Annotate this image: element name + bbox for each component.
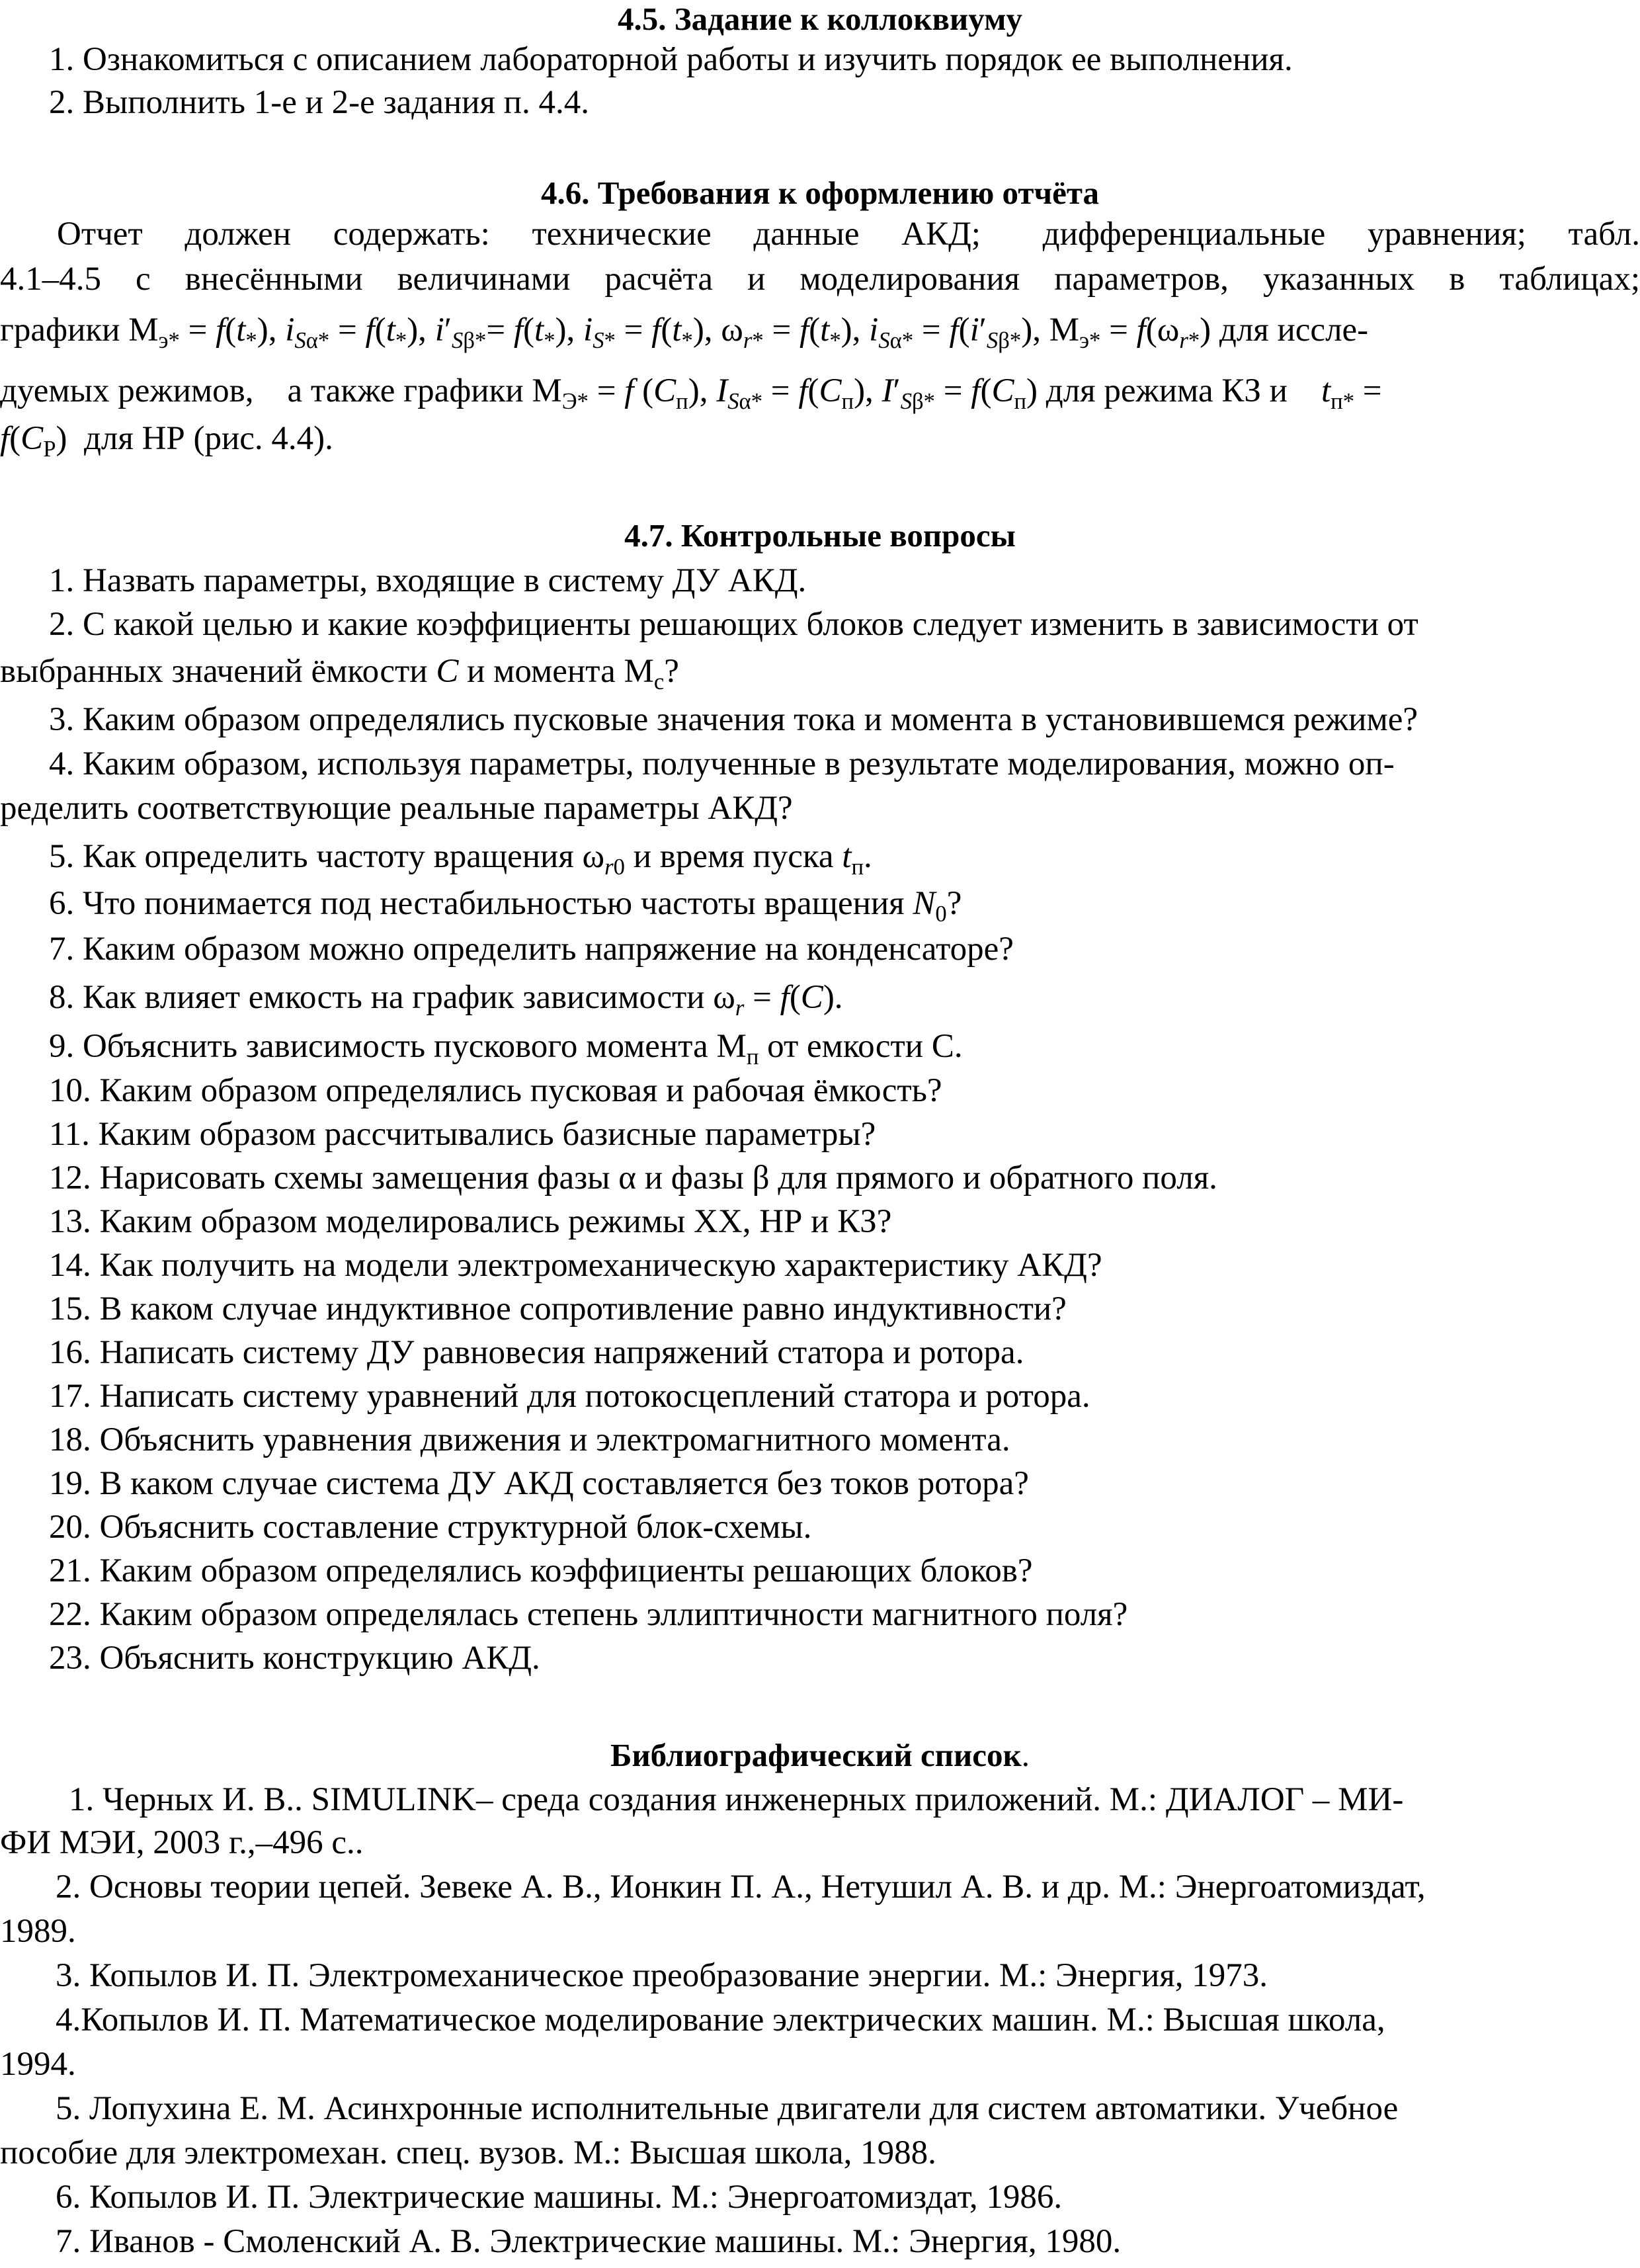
bib-line-8: 5. Лопухина Е. М. Асинхронные исполнительные двигатели для систем автоматики. Учебное — [56, 2090, 1399, 2127]
question-4: 4. Каким образом, используя параметры, полученные в результате моделирования, можно оп- — [49, 745, 1395, 782]
bib-line-6: 4.Копылов И. П. Математическое моделирование электрических машин. М.: Высшая школа, — [56, 2001, 1385, 2038]
bib-line-3: 2. Основы теории цепей. Зевеке А. В., Ионкин П. А., Нетушил А. В. и др. М.: Энергоатомиздат, — [56, 1869, 1426, 1906]
question-10: 10. Каким образом определялись пусковая и рабочая ёмкость? — [49, 1072, 942, 1109]
question-12: 12. Нарисовать схемы замещения фазы α и фазы β для прямого и обратного поля. — [49, 1159, 1217, 1197]
bib-line-1: 1. Черных И. В.. SIMULINK– среда создания инженерных приложений. М.: ДИАЛОГ – МИ- — [69, 1781, 1404, 1818]
colloquium-item-2: 2. Выполнить 1-е и 2-е задания п. 4.4. — [49, 84, 589, 121]
bib-line-4: 1989. — [0, 1913, 76, 1950]
report-line-5: $f(C_Р)$ для НР (рис. 4.4). — [0, 420, 333, 462]
report-line-4: дуемых режимов, а также графики $М_{Э*} = f$ $(C_п)$, $I_{S\alpha*} = f(C_п)$, $I'_{S\beta*} = f(C_п)$ для режима КЗ и $t_{п*}$ = — [0, 372, 1382, 415]
question-5: 5. Как определить частоту вращения $\omega_{r0}$ и время пуска $t_п$. — [49, 838, 872, 880]
colloquium-item-1: 1. Ознакомиться с описанием лабораторной работы и изучить порядок ее выполнения. — [49, 41, 1293, 78]
question-23: 23. Объяснить конструкцию АКД. — [49, 1640, 540, 1677]
bib-line-9: пособие для электромехан. спец. вузов. М.: Высшая школа, 1988. — [0, 2134, 936, 2171]
bib-line-5: 3. Копылов И. П. Электромеханическое преобразование энергии. М.: Энергия, 1973. — [56, 1957, 1268, 1994]
question-9: 9. Объяснить зависимость пускового момента $М_п$ от емкости С. — [49, 1028, 963, 1070]
question-13: 13. Каким образом моделировались режимы ХХ, НР и КЗ? — [49, 1203, 892, 1240]
question-7: 7. Каким образом можно определить напряжение на конденсаторе? — [49, 931, 1014, 968]
report-line-2: 4.1–4.5 с внесёнными величинами расчёта и моделирования параметров, указанных в таблицах; — [0, 261, 1640, 298]
questions-heading: 4.7. Контрольные вопросы — [624, 517, 1016, 554]
question-3: 3. Каким образом определялись пусковые значения тока и момента в установившемся режиме? — [49, 701, 1418, 738]
report-heading: 4.6. Требования к оформлению отчёта — [540, 175, 1100, 211]
question-6: 6. Что понимается под нестабильностью частоты вращения $N_0$? — [49, 885, 962, 927]
question-21: 21. Каким образом определялись коэффициенты решающих блоков? — [49, 1552, 1033, 1589]
question-1: 1. Назвать параметры, входящие в систему ДУ АКД. — [49, 562, 807, 599]
question-16: 16. Написать систему ДУ равновесия напряжений статора и ротора. — [49, 1334, 1024, 1371]
question-15: 15. В каком случае индуктивное сопротивление равно индуктивности? — [49, 1290, 1067, 1327]
report-line-3: графики $М_{э*} = f(t_*)$, $i_{S\alpha*} = f(t_*)$, $i'_{S\beta*}= f(t_*)$, $i_{S*} = f(t_*)$, $\omega_{r*} = f(t_*)$, $i_{S\alpha*} = f(i'_{S\beta*})$, $М_{э*} = f(\omega_{r*})$ для иссле- — [0, 312, 1369, 354]
report-line-1: Отчет должен содержать: технические данные АКД; дифференциальные уравнения; табл. — [57, 216, 1640, 253]
question-17: 17. Написать систему уравнений для потокосцеплений статора и ротора. — [49, 1378, 1090, 1415]
bib-line-10: 6. Копылов И. П. Электрические машины. М.: Энергоатомиздат, 1986. — [56, 2179, 1063, 2216]
question-2-cont: выбранных значений ёмкости C и момента $М_с$? — [0, 653, 679, 695]
question-11: 11. Каким образом рассчитывались базисные параметры? — [49, 1116, 876, 1153]
bibliography-heading: Библиографический список. — [610, 1737, 1030, 1773]
bib-line-11: 7. Иванов - Смоленский А. В. Электрические машины. М.: Энергия, 1980. — [56, 2223, 1122, 2260]
question-4-cont: ределить соответствующие реальные параметры АКД? — [0, 790, 793, 827]
question-22: 22. Каким образом определялась степень эллиптичности магнитного поля? — [49, 1596, 1128, 1633]
question-19: 19. В каком случае система ДУ АКД составляется без токов ротора? — [49, 1465, 1029, 1502]
question-20: 20. Объяснить составление структурной блок-схемы. — [49, 1509, 812, 1546]
question-14: 14. Как получить на модели электромеханическую характеристику АКД? — [49, 1247, 1102, 1284]
question-8: 8. Как влияет емкость на график зависимости $\omega_r = f(C)$. — [49, 979, 843, 1021]
bib-line-2: ФИ МЭИ, 2003 г.,–496 с.. — [0, 1824, 364, 1861]
colloquium-heading: 4.5. Задание к коллоквиуму — [618, 1, 1022, 37]
question-2: 2. С какой целью и какие коэффициенты решающих блоков следует изменить в зависимости от — [49, 606, 1418, 643]
bib-line-7: 1994. — [0, 2046, 76, 2083]
question-18: 18. Объяснить уравнения движения и электромагнитного момента. — [49, 1421, 1010, 1458]
